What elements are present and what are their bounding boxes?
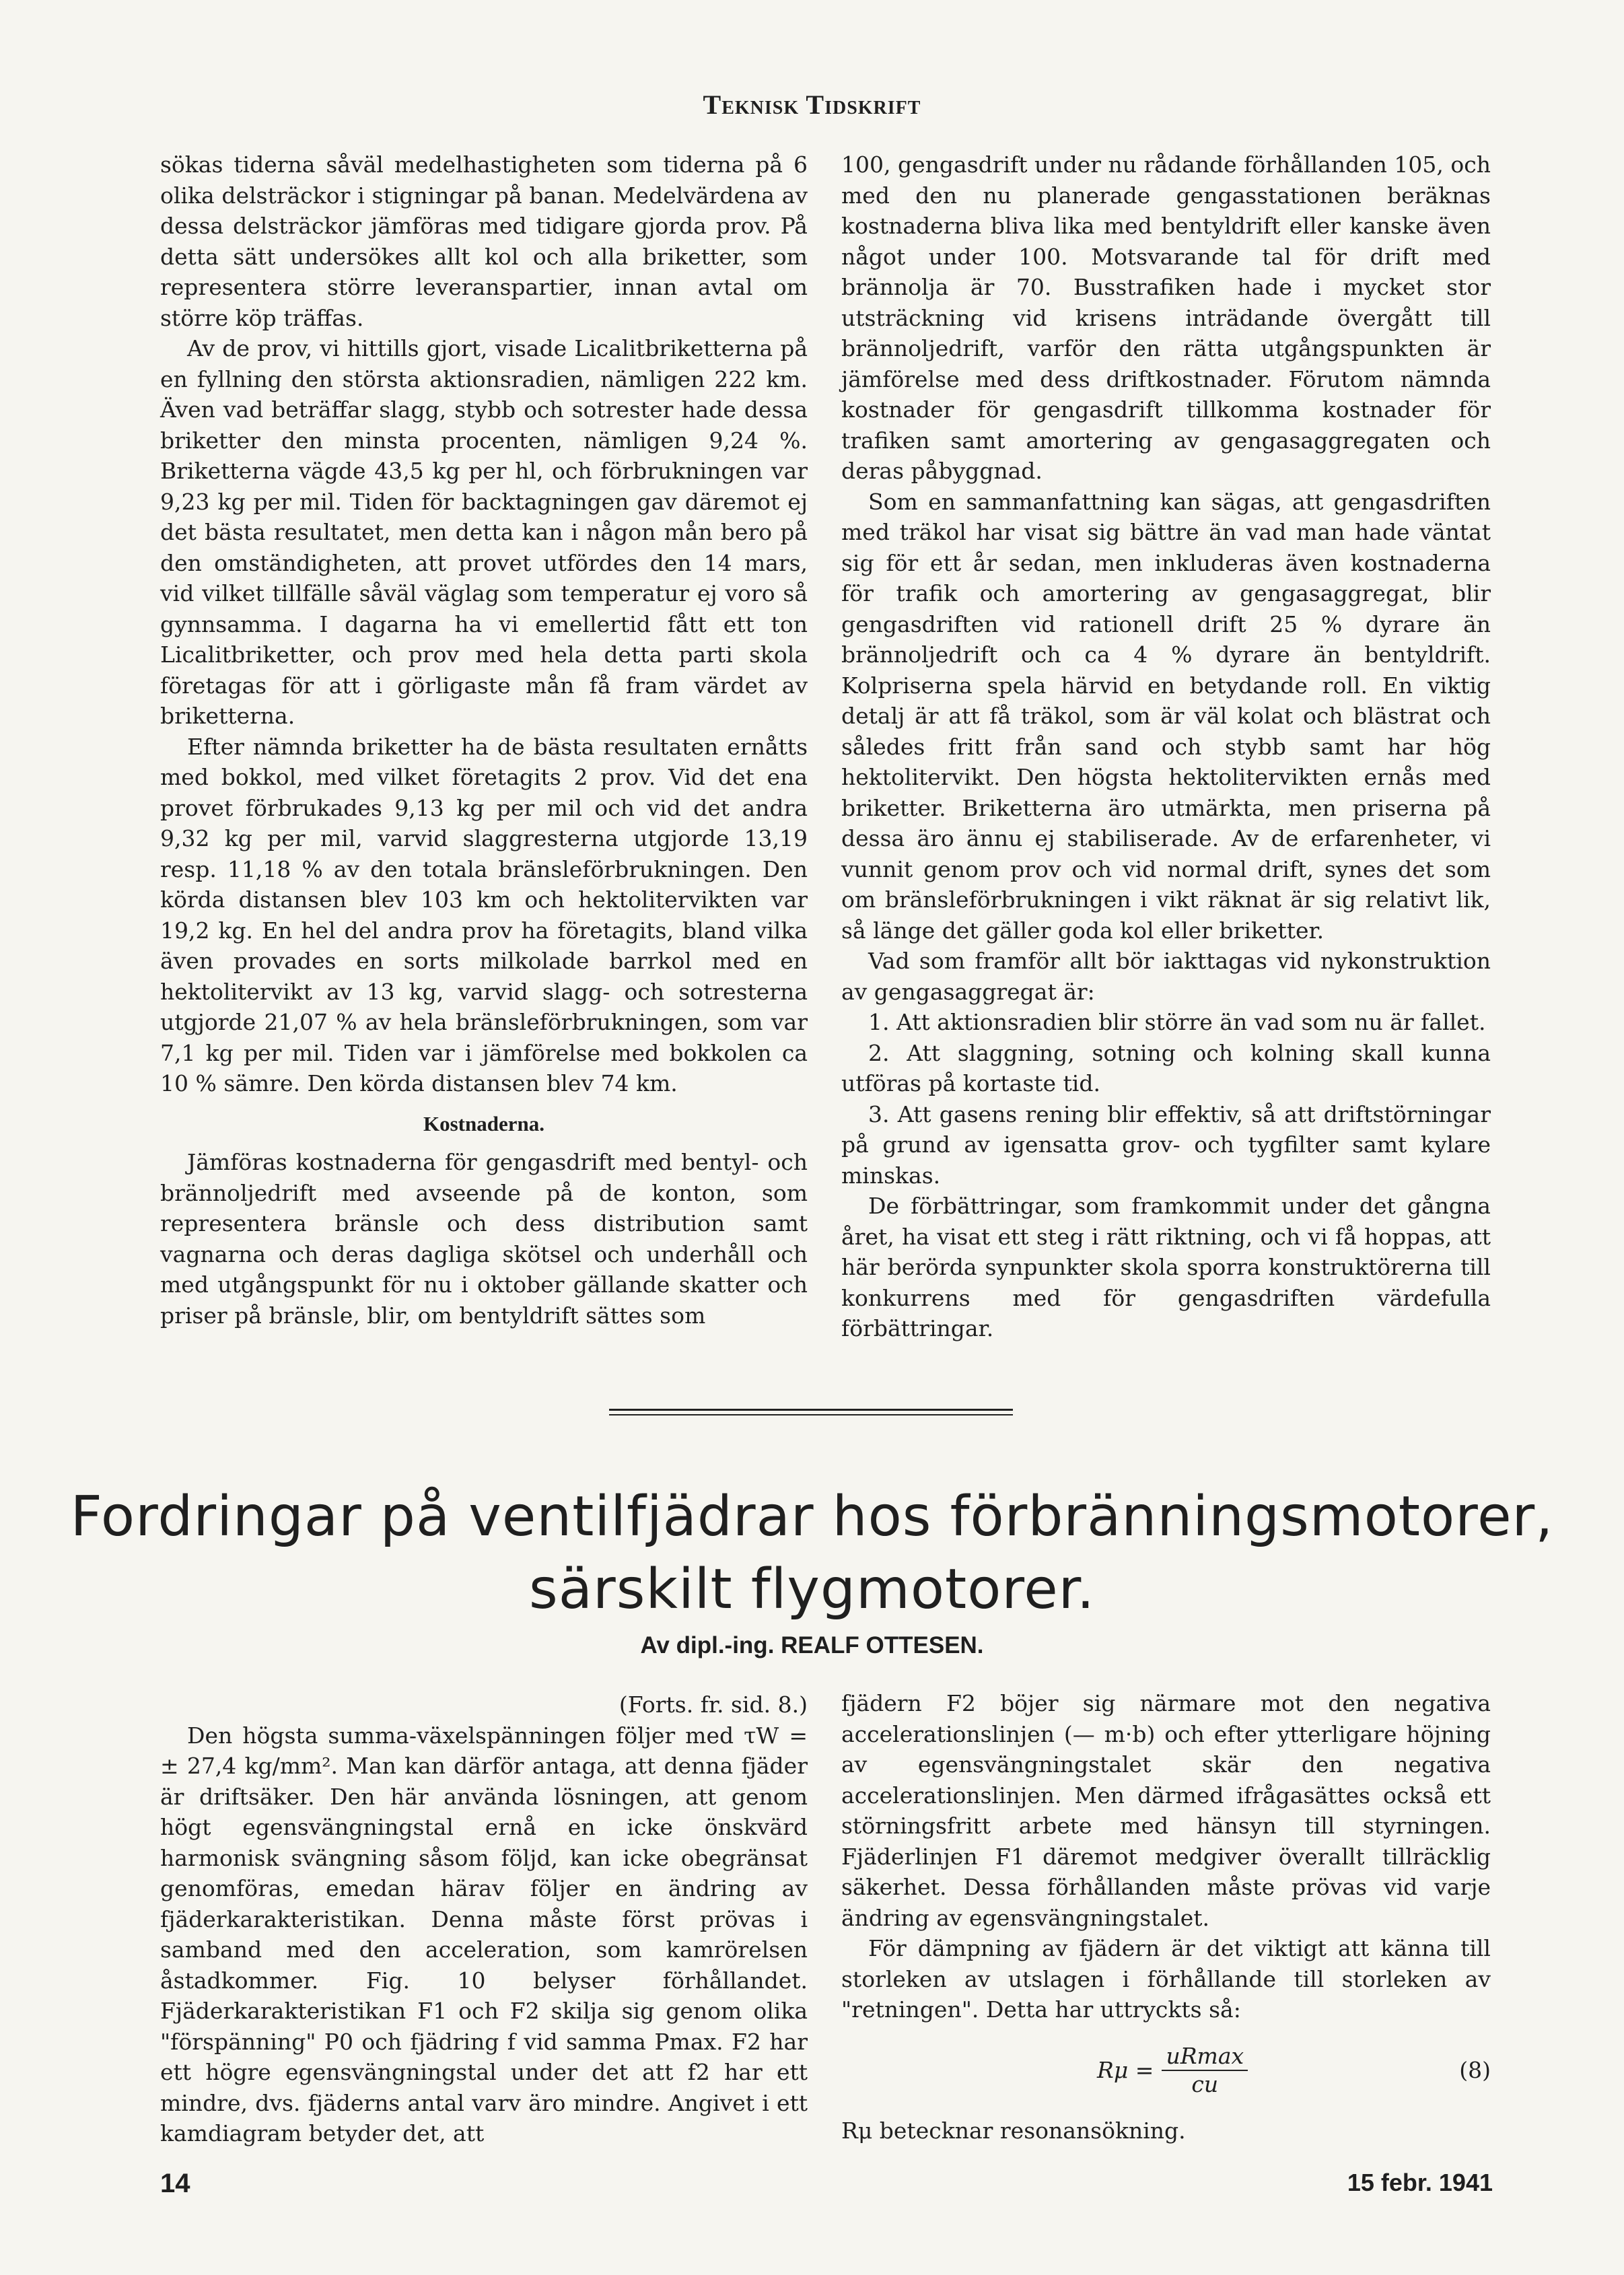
list-item: 2. Att slaggning, sotning och kolning skall kunna utföras på kortaste tid. <box>841 1039 1491 1096</box>
bottom-left-column <box>160 1689 808 2149</box>
paragraph: Rμ betecknar resonansökning. <box>841 2117 1186 2144</box>
article-title <box>67 1481 1557 1626</box>
paragraph: sökas tiderna såväl medelhastigheten som tiderna på 6 olika delsträckor i stigningar på banan. Medelvärdena av dessa delsträckor jämföras med tidigare gjorda prov. På detta sätt undersökes allt kol och alla briketter, som representera större leveranspartier, innan avtal om större köp träffas. <box>160 151 808 331</box>
continuation-note: (Forts. fr. sid. 8.) <box>619 1691 808 1718</box>
paragraph: Den högsta summa-växelspänningen följer med τW = ± 27,4 kg/mm². Man kan därför antaga, att denna fjäder är driftsäker. Den här använda lösningen, att genom högt egensvängningstal ernå en icke önskvärd harmonisk svängning såsom följd, kan icke obegränsat genomföras, emedan härav följer en ändring av fjäderkarakteristikan. Denna måste först prövas i samband med den acceleration, som kamrörelsen åstadkommer. Fig. 10 belyser förhållandet. Fjäderkarakteristikan F1 och F2 skilja sig genom olika "förspänning" P0 och fjädring f vid samma Pmax. F2 har ett högre egensvängningstal under det att f2 har ett mindre, dvs. fjäderns antal varv äro mindre. Angivet i ett kamdiagram betyder det, att <box>160 1722 808 2146</box>
top-right-column <box>841 149 1491 1344</box>
paragraph: Efter nämnda briketter ha de bästa resultaten ernåtts med bokkol, med vilket företagits 2 prov. Vid det ena provet förbrukades 9,13 kg per mil och vid det andra 9,32 kg per mil, varvid slaggresterna utgjorde 13,19 resp. 11,18 % av den totala bränsleförbrukningen. Den körda distansen blev 103 km och hektolitervikten var 19,2 kg. En hel del andra prov ha företagits, bland vilka även provades en sorts milkolade barrkol med en hektolitervikt av 13 kg, varvid slagg- och sotresterna utgjorde 21,07 % av hela bränsleförbrukningen, som var 7,1 kg per mil. Tiden var i jämförelse med bokkolen ca 10 % sämre. Den körda distansen blev 74 km. <box>160 733 808 1096</box>
list-item: 3. Att gasens rening blir effektiv, så att driftstörningar på grund av igensatta grov- och tygfilter samt kylare minskas. <box>841 1100 1491 1189</box>
equation-lhs: Rμ = <box>1097 2056 1154 2083</box>
equation-number: (8) <box>1459 2056 1491 2083</box>
section-heading: Kostnaderna. <box>423 1111 544 1135</box>
equation-denominator: cu <box>1191 2070 1219 2097</box>
paragraph: Jämföras kostnaderna för gengasdrift med bentyl- och brännoljedrift med avseende på de konton, som representera bränsle och dess distribution samt vagnarna och deras dagliga skötsel och underhåll och med utgångspunkt för nu i oktober gällande skatter och priser på bränsle, blir, om bentyldrift sättes som <box>160 1149 808 1329</box>
paragraph: Som en sammanfattning kan sägas, att gengasdriften med träkol har visat sig bättre än vad man hade väntat sig för ett år sedan, men inkluderas även kostnaderna för trafik och amortering av gengasaggregat, blir gengasdriften vid rationell drift 25 % dyrare än brännoljedrift och ca 4 % dyrare än bentyldrift. Kolpriserna spela härvid en betydande roll. En viktig detalj är att få träkol, som är väl kolat och blästrat och således fritt från sand och stybb samt har hög hektolitervikt. Den högsta hektolitervikten ernås med briketter. Briketterna äro utmärkta, men priserna på dessa äro ännu ej stabiliserade. Av de erfarenheter, vi vunnit genom prov och vid normal drift, synes det som om bränsleförbrukningen i vikt räknat är sig relativt lik, så länge det gäller goda kol eller briketter. <box>841 488 1491 944</box>
page-number: 14 <box>160 2169 190 2198</box>
equation-numerator: uRmax <box>1162 2043 1248 2071</box>
paragraph: Vad som framför allt bör iakttagas vid nykonstruktion av gengasaggregat är: <box>841 948 1491 1005</box>
issue-date: 15 febr. 1941 <box>1347 2169 1493 2196</box>
paragraph: 100, gengasdrift under nu rådande förhållanden 105, och med den nu planerade gengasstationen beräknas kostnaderna bliva lika med bentyldrift eller kanske även något under 100. Motsvarande tal för drift med brännolja är 70. Busstrafiken hade i mycket stor utsträckning vid krisens inträdande övergått till brännoljedrift, varför den rätta utgångspunkten är jämförelse med dess driftkostnader. Förutom nämnda kostnader för gengasdrift tillkomma kostnader för trafiken samt amortering av gengasaggregaten och deras påbyggnad. <box>841 151 1491 484</box>
byline: Av dipl.-ing. REALF OTTESEN. <box>640 1632 984 1658</box>
paragraph: fjädern F2 böjer sig närmare mot den negativa accelerationslinjen (— m·b) och efter ytterligare höjning av egensvängningstalet skär den negativa accelerationslinjen. Men därmed ifrågasättes också ett störningsfritt arbete med hänsyn till styrningen. Fjäderlinjen F1 däremot medgiver överallt tillräcklig säkerhet. Dessa förhållanden måste prövas vid varje ändring av egensvängningstalet. <box>841 1690 1491 1931</box>
article-title-line: Fordringar på ventilfjädrar hos förbränningsmotorer, <box>70 1485 1554 1549</box>
article-title-line: särskilt flygmotorer. <box>529 1558 1095 1621</box>
list-item: 1. Att aktionsradien blir större än vad som nu är fallet. <box>868 1009 1486 1035</box>
paragraph: Av de prov, vi hittills gjort, visade Licalitbriketterna på en fyllning den största aktionsradien, nämligen 222 km. Även vad beträffar slagg, stybb och sotrester hade dessa briketter den minsta procenten, nämligen 9,24 %. Briketterna vägde 43,5 kg per hl, och förbrukningen var 9,23 kg per mil. Tiden för backtagningen gav däremot ej det bästa resultatet, men detta kan i någon mån bero på den omständigheten, att provet utfördes den 14 mars, vid vilket tillfälle såväl väglag som temperatur ej voro så gynnsamma. I dagarna ha vi emellertid fått ett ton Licalitbriketter, och prov med hela detta parti skola företagas för att i görligaste mån få fram värdet av briketterna. <box>160 335 808 729</box>
divider-rule <box>609 1409 1013 1411</box>
top-left-column <box>160 149 808 1331</box>
equation-fraction <box>1097 2043 1248 2098</box>
divider-rule <box>609 1414 1013 1415</box>
paragraph: För dämpning av fjädern är det viktigt att känna till storleken av utslagen i förhållande till storleken av "retningen". Detta har uttryckts så: <box>841 1935 1491 2023</box>
journal-masthead: Teknisk Tidskrift <box>703 90 921 120</box>
bottom-right-column <box>841 1688 1491 2146</box>
paragraph: De förbättringar, som framkommit under det gångna året, ha visat ett steg i rätt riktning, och vi få hoppas, att här berörda synpunkter skola sporra konstruktörerna till konkurrens med för gengasdriften värdefulla förbättringar. <box>841 1193 1491 1341</box>
equation-8 <box>841 2040 1491 2101</box>
